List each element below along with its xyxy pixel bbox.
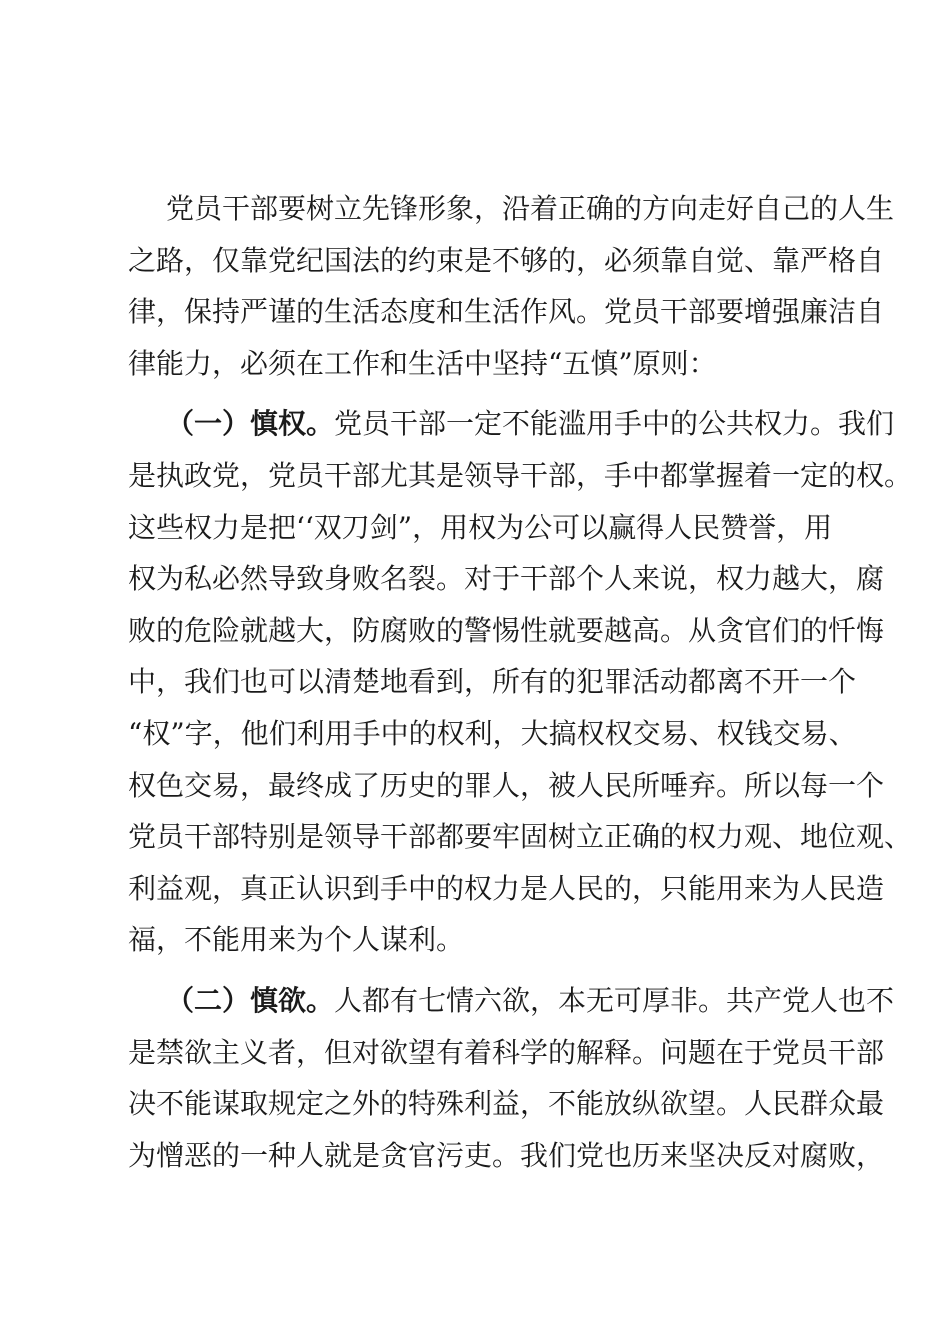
text-line: 党员干部要树立先锋形象，沿着正确的方向走好自己的人生 bbox=[166, 192, 895, 225]
text-line: 败的危险就越大，防腐败的警惕性就要越高。从贪官们的忏悔 bbox=[128, 613, 885, 647]
text-line: 这些权力是把‘‘双刀剑”，用权为公可以赢得人民赞誉，用 bbox=[128, 510, 833, 544]
text-line: 决不能谋取规定之外的特殊利益，不能放纵欲望。人民群众最 bbox=[128, 1087, 885, 1121]
text-line: 为憎恶的一种人就是贪官污吏。我们党也历来坚决反对腐败， bbox=[128, 1138, 885, 1172]
text-line: 是禁欲主义者，但对欲望有着科学的解释。问题在于党员干部 bbox=[128, 1035, 885, 1069]
section-heading: （一）慎权。 bbox=[166, 407, 335, 441]
text-line: 中，我们也可以清楚地看到，所有的犯罪活动都离不开一个 bbox=[128, 665, 857, 699]
text-line: 律，保持严谨的生活态度和生活作风。党员干部要增强廉洁自 bbox=[128, 295, 885, 329]
text-line: 党员干部特别是领导干部都要牢固树立正确的权力观、地位观、 bbox=[128, 820, 913, 854]
text-run: 党员干部一定不能滥用手中的公共权力。我们 bbox=[334, 407, 895, 441]
text-line: 权为私必然导致身败名裂。对于干部个人来说，权力越大，腐 bbox=[128, 562, 885, 596]
text-run: 人都有七情六欲，本无可厚非。共产党人也不 bbox=[334, 983, 895, 1017]
text-line: 利益观，真正认识到手中的权力是人民的，只能用来为人民造 bbox=[128, 871, 885, 905]
text-line: 律能力，必须在工作和生活中坚持“五慎”原则： bbox=[128, 346, 717, 380]
section-heading: （二）慎欲。 bbox=[166, 983, 335, 1017]
text-line bbox=[128, 975, 895, 1027]
document-body bbox=[128, 183, 913, 1190]
text-line: “权”字，他们利用手中的权利，大搞权权交易、权钱交易、 bbox=[128, 716, 857, 750]
section-shenquan-paragraph bbox=[128, 398, 913, 966]
text-line: 之路，仅靠党纪国法的约束是不够的，必须靠自觉、靠严格自 bbox=[128, 243, 885, 277]
text-line: 权色交易，最终成了历史的罪人，被人民所唾弃。所以每一个 bbox=[128, 768, 885, 802]
text-line: 是执政党，党员干部尤其是领导干部，手中都掌握着一定的权。 bbox=[128, 458, 913, 492]
intro-paragraph bbox=[128, 183, 895, 389]
text-line: 福，不能用来为个人谋利。 bbox=[128, 923, 465, 957]
section-shenyu-paragraph bbox=[128, 975, 895, 1181]
text-line bbox=[128, 398, 895, 450]
